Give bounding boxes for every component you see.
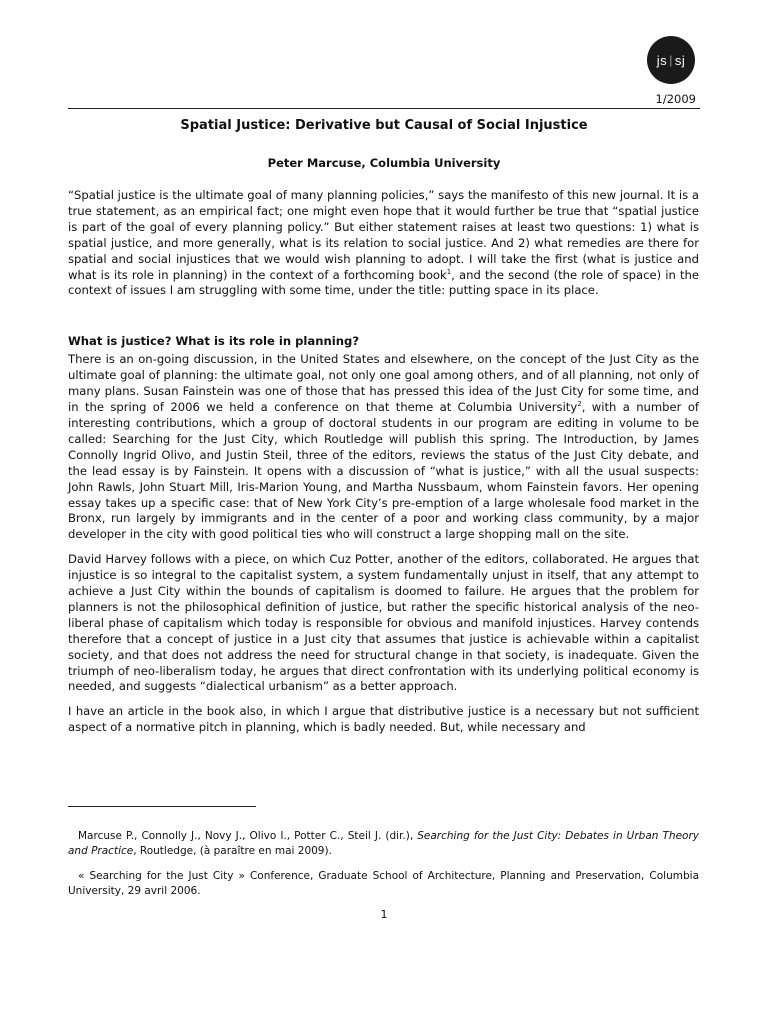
footnote-1-authors: Marcuse P., Connolly J., Novy J., Olivo I., Potter C., Steil J. (dir.), [78, 830, 418, 842]
section-heading: What is justice? What is its role in planning? [68, 334, 359, 349]
footnote-1-publisher: , Routledge, (à paraître en mai 2009). [133, 845, 332, 857]
logo-separator: | [669, 53, 673, 67]
footnote-rule [68, 806, 256, 807]
body-paragraph-3: I have an article in the book also, in which I argue that distributive justice is a necessary but not sufficient aspect of a normative pitch in planning, which is badly needed. But, while necessary and [68, 704, 699, 735]
intro-text-2: , and the second (the role of space) in the context of issues I am struggling with some time, under the title: putting space in its place. [68, 267, 699, 298]
intro-text-1: “Spatial justice is the ultimate goal of many planning policies,” says the manifesto of this new journal. It is a true statement, as an empirical fact; one might even hope that it would further be true that “spatial justice is part of the goal of every planning policy.” But either statement raises at least two questions: 1) what is spatial justice, and more generally, what is its relation to social justice. And 2) what remedies are there for spatial and social injustices that we would wish planning to adopt. I will take the first (what is justice and what is its role in planning) in the context of a forthcoming book [68, 188, 699, 282]
issue-number: 1/2009 [655, 92, 696, 106]
intro-paragraph [68, 188, 699, 299]
logo-text-left: js [656, 52, 668, 68]
footnote-ref-1: 1 [446, 267, 452, 276]
footnote-1-book-title: Searching for the Just City: Debates in Urban Theory and Practice [68, 830, 699, 857]
paragraph-1-text-1: There is an on-going discussion, in the United States and elsewhere, on the concept of the Just City as the ultimate goal of planning: the ultimate goal, not only one goal among others, and of all planning, not only of many plans. Susan Fainstein was one of those that has pressed this idea of the Just City for some time, and in the spring of 2006 we held a conference on that theme at Columbia University [68, 352, 699, 415]
footnotes [68, 829, 699, 909]
footnote-1 [68, 829, 699, 859]
journal-logo [647, 36, 695, 84]
article-body [68, 188, 699, 745]
page-number: 1 [380, 908, 388, 921]
footnote-2: « Searching for the Just City » Conference, Graduate School of Architecture, Planning and Preservation, Columbia University, 29 avril 2006. [68, 870, 699, 897]
paragraph-1-text-2: , with a number of interesting contributions, which a group of doctoral students in our program are editing in volume to be called: Searching for the Just City, which Routledge will publish this spring. The Introduction, by James Connolly Ingrid Olivo, and Justin Steil, three of the editors, reviews the status of the Just City debate, and the lead essay is by Fainstein. It opens with a discussion of “what is justice,” with all the usual suspects: John Rawls, John Stuart Mill, Iris-Marion Young, and Martha Nussbaum, whom Fainstein favors. Her opening essay takes up a specific case: that of New York City’s pre-emption of a large wholesale food market in the Bronx, run largely by immigrants and in the center of a poor and working class community, by a major developer in the city with good political ties who will construct a large shopping mall on the site. [68, 400, 699, 542]
footnote-ref-2: 2 [577, 400, 582, 409]
header-rule [68, 108, 700, 109]
article-title: Spatial Justice: Derivative but Causal of Social Injustice [180, 118, 588, 133]
body-paragraph-1 [68, 352, 699, 543]
article-author: Peter Marcuse, Columbia University [267, 156, 501, 170]
logo-text-right: sj [674, 52, 686, 68]
body-paragraph-2: David Harvey follows with a piece, on which Cuz Potter, another of the editors, collaborated. He argues that injustice is so integral to the capitalist system, a system fundamentally unjust in itself, that any attempt to achieve a Just City within the bounds of capitalism is doomed to failure. He argues that the problem for planners is not the philosophical definition of justice, but rather the specific historical analysis of the neo-liberal phase of capitalism which today is responsible for obvious and manifold injustices. Harvey contends therefore that a concept of justice in a Just city that assumes that justice is achievable within a capitalist society, and that does not address the need for structural change in that society, is inadequate. Given the triumph of neo-liberalism today, he argues that direct confrontation with its underlying political economy is needed, and suggests “dialectical urbanism” as a better approach. [68, 552, 699, 694]
